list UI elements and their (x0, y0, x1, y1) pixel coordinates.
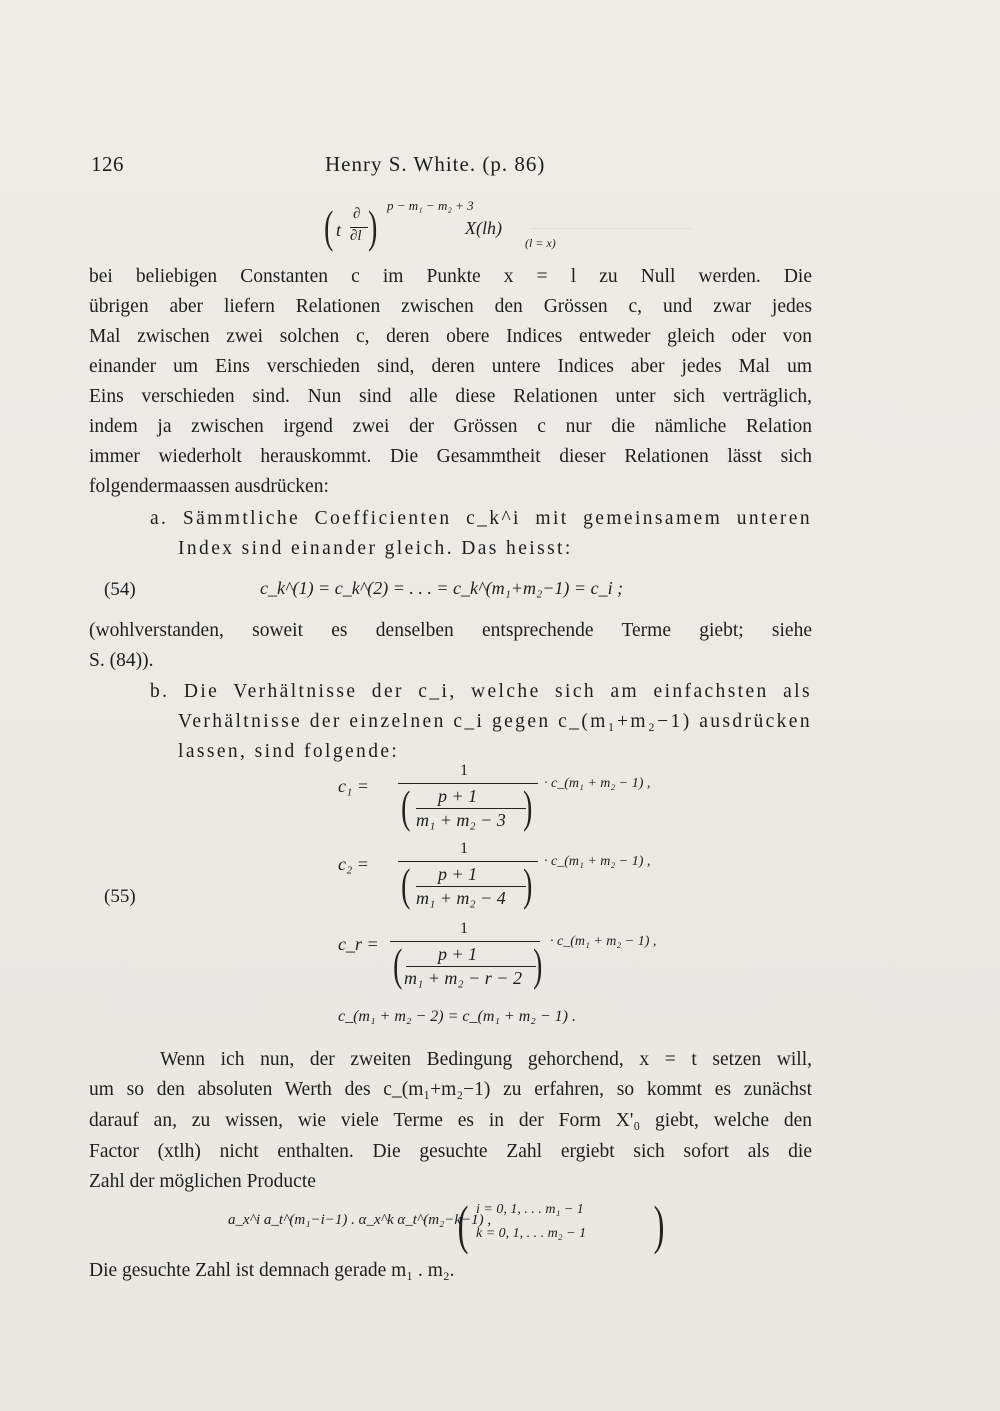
formula-function: X(lh) (465, 218, 502, 238)
formula-exponent: p − m₁ − m₂ + 3 (387, 198, 474, 213)
text-line: Eins verschieden sind. Nun sind alle diese Relationen unter sich verträglich, (89, 386, 812, 407)
item-b-line-1: b. Die Verhältnisse der c_i, welche sich am einfachsten als (150, 681, 812, 702)
equation-55-row-3: c_r = 1 ( p + 1 m₁ + m₂ − r − 2 ) · c_(m₁ + m₂ − 1) , (338, 920, 657, 990)
paragraph-2-line-2: S. (84)). (89, 650, 154, 671)
formula-top: ( t ∂ ∂l ) p − m₁ − m₂ + 3 X(lh) (l = x) (324, 198, 556, 252)
text-line: übrigen aber liefern Relationen zwischen den Grössen c, und zwar jedes (89, 296, 812, 317)
products-formula: a_x^i a_t^(m₁−i−1) . α_x^k α_t^(m₂−k−1) , ( i = 0, 1, . . . m₁ − 1 k = 0, 1, . . . m₂ − 1 ) (228, 1195, 665, 1255)
text-line: um so den absoluten Werth des c_(m₁+m₂−1) zu erfahren, so kommt es zunächst (89, 1079, 812, 1100)
text-line: bei beliebigen Constanten c im Punkte x = l zu Null werden. Die (89, 266, 812, 287)
text-line: Mal zwischen zwei solchen c, deren obere Indices entweder gleich oder von (89, 326, 812, 347)
equation-55-row-1: c₁ = 1 ( p + 1 m₁ + m₂ − 3 ) · c_(m₁ + m₂ − 1) , (338, 762, 651, 832)
equation-55-label: (55) (104, 886, 136, 907)
item-b-line-2: Verhältnisse der einzelnen c_i gegen c_(m₁+m₂−1) ausdrücken (178, 711, 812, 732)
text-line: Wenn ich nun, der zweiten Bedingung gehorchend, x = t setzen will, (160, 1049, 812, 1070)
page-number: 126 (91, 152, 124, 176)
text-line: einander um Eins verschieden sind, deren untere Indices aber jedes Mal um (89, 356, 812, 377)
text-line: folgendermaassen ausdrücken: (89, 476, 329, 497)
final-line: Die gesuchte Zahl ist demnach gerade m₁ . m₂. (89, 1260, 455, 1281)
item-a-line-1: a. Sämmtliche Coefficienten c_k^i mit gemeinsamem unteren (150, 508, 812, 529)
running-title: Henry S. White. (p. 86) (325, 152, 546, 176)
equation-55-last: c_(m₁ + m₂ − 2) = c_(m₁ + m₂ − 1) . (338, 1008, 576, 1025)
text-line: immer wiederholt herauskommt. Die Gesammtheit dieser Relationen lässt sich (89, 446, 812, 467)
item-a-line-2: Index sind einander gleich. Das heisst: (178, 538, 573, 559)
equation-55-row-2: c₂ = 1 ( p + 1 m₁ + m₂ − 4 ) · c_(m₁ + m₂ − 1) , (338, 840, 651, 910)
equation-54-label: (54) (104, 579, 136, 600)
text-line: Factor (xtlh) nicht enthalten. Die gesuchte Zahl ergiebt sich sofort als die (89, 1141, 812, 1162)
text-line: indem ja zwischen irgend zwei der Grössen c nur die nämliche Relation (89, 416, 812, 437)
formula-subscript: (l = x) (525, 236, 556, 250)
equation-54: c_k^(1) = c_k^(2) = . . . = c_k^(m₁+m₂−1) = c_i ; (260, 578, 624, 598)
paragraph-2-line-1: (wohlverstanden, soweit es denselben entsprechende Terme giebt; siehe (89, 620, 812, 641)
text-line: darauf an, zu wissen, wie viele Terme es in der Form X'₀ giebt, welche den (89, 1110, 812, 1131)
text-line: Zahl der möglichen Producte (89, 1171, 316, 1192)
item-b-line-3: lassen, sind folgende: (178, 741, 400, 762)
bleed-through: ___________________ (530, 212, 692, 231)
